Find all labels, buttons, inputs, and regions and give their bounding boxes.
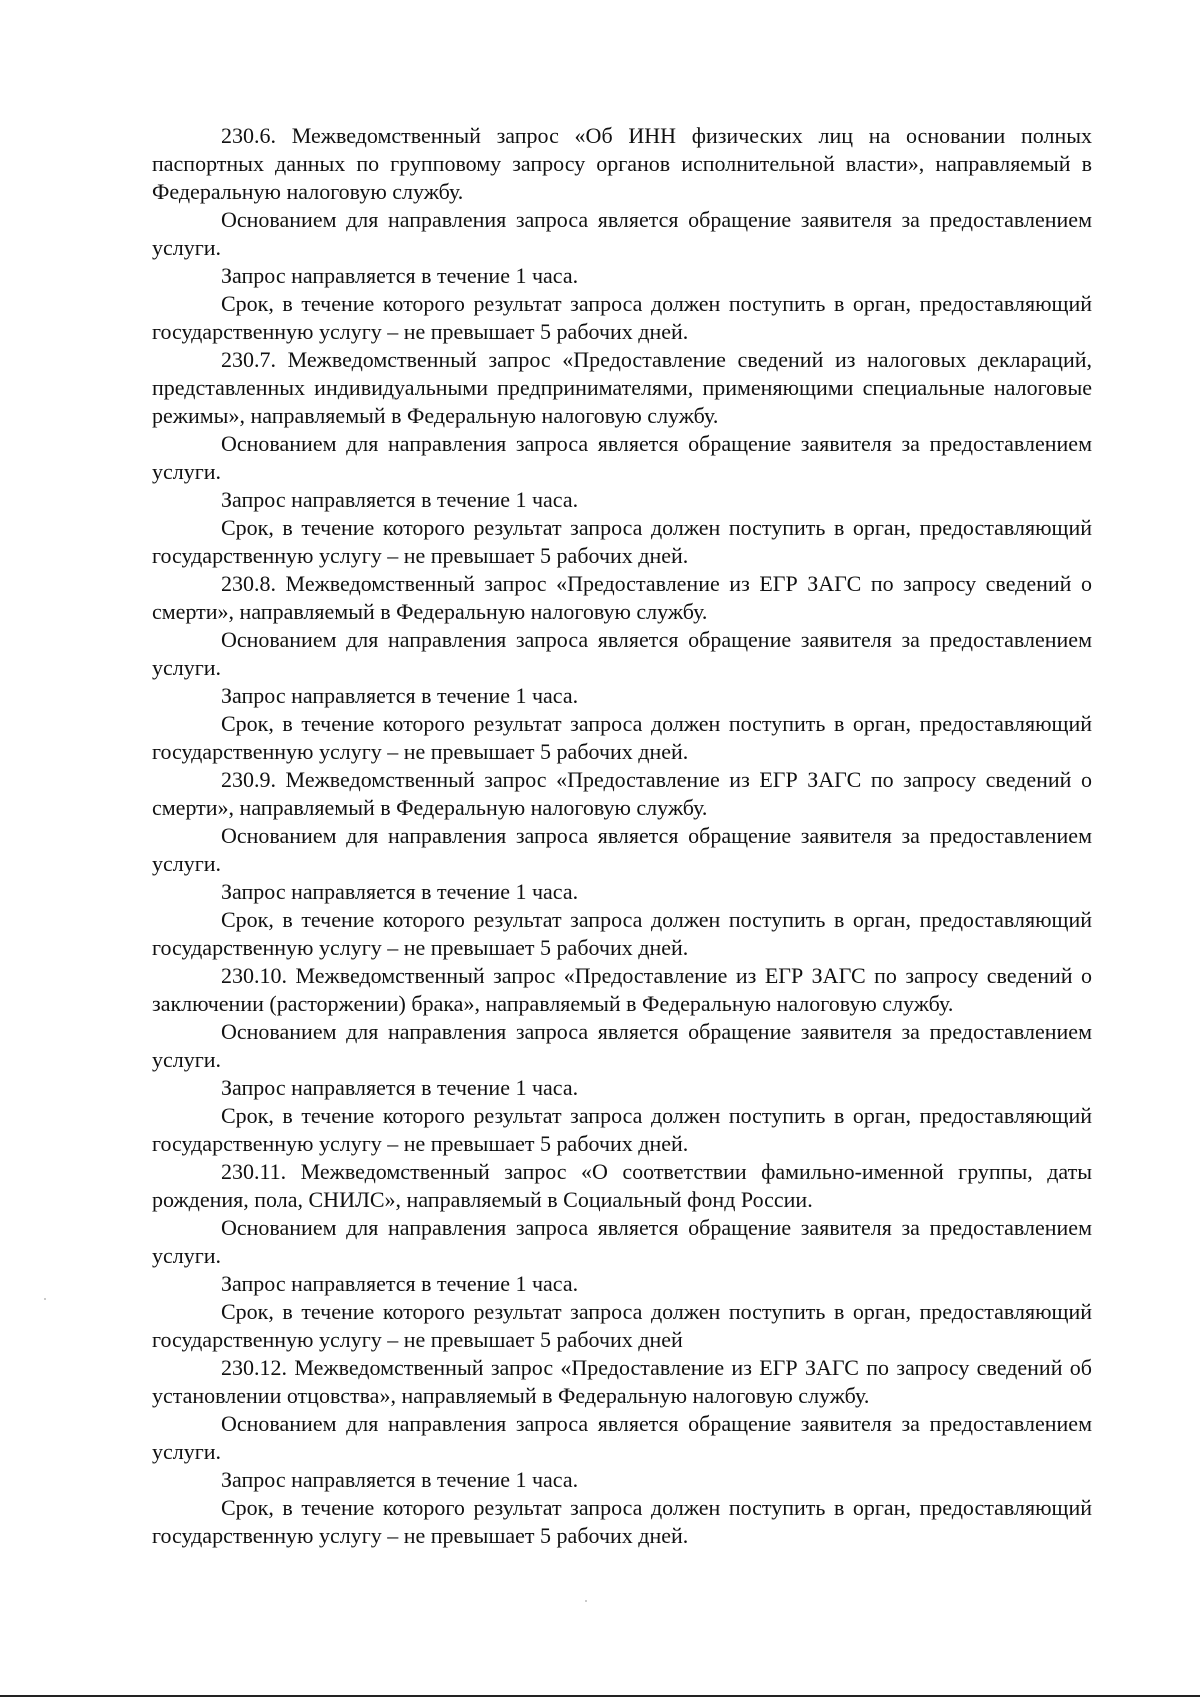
paragraph-basis: Основанием для направления запроса является обращение заявителя за предоставлением услуги.: [152, 1411, 1092, 1464]
scan-speck: [44, 1298, 46, 1300]
paragraph-response-term: Срок, в течение которого результат запроса должен поступить в орган, предоставляющий государственную услугу – не превышает 5 рабочих дней.: [152, 711, 1092, 764]
paragraph-230-9-request: 230.9. Межведомственный запрос «Предоставление из ЕГР ЗАГС по запросу сведений о смерти», направляемый в Федеральную налоговую службу.: [152, 767, 1092, 820]
paragraph-response-term: Срок, в течение которого результат запроса должен поступить в орган, предоставляющий государственную услугу – не превышает 5 рабочих дней.: [152, 1495, 1092, 1548]
paragraph-basis: Основанием для направления запроса является обращение заявителя за предоставлением услуги.: [152, 1215, 1092, 1268]
paragraph-response-term: Срок, в течение которого результат запроса должен поступить в орган, предоставляющий государственную услугу – не превышает 5 рабочих дней.: [152, 515, 1092, 568]
paragraph-230-6-request: 230.6. Межведомственный запрос «Об ИНН физических лиц на основании полных паспортных данных по групповому запросу органов исполнительной власти», направляемый в Федеральную налоговую службу.: [152, 123, 1092, 204]
document-body: [152, 122, 1092, 1550]
paragraph-send-time: Запрос направляется в течение 1 часа.: [221, 1075, 579, 1100]
paragraph-230-12-request: 230.12. Межведомственный запрос «Предоставление из ЕГР ЗАГС по запросу сведений об установлении отцовства», направляемый в Федеральную налоговую службу.: [152, 1355, 1092, 1408]
paragraph-send-time: Запрос направляется в течение 1 часа.: [221, 487, 579, 512]
scan-speck: [585, 1600, 587, 1602]
paragraph-230-8-request: 230.8. Межведомственный запрос «Предоставление из ЕГР ЗАГС по запросу сведений о смерти», направляемый в Федеральную налоговую службу.: [152, 571, 1092, 624]
paragraph-230-10-request: 230.10. Межведомственный запрос «Предоставление из ЕГР ЗАГС по запросу сведений о заключении (расторжении) брака», направляемый в Федеральную налоговую службу.: [152, 963, 1092, 1016]
paragraph-230-7-request: 230.7. Межведомственный запрос «Предоставление сведений из налоговых деклараций, представленных индивидуальными предпринимателями, применяющими специальные налоговые режимы», направляемый в Федеральную налоговую службу.: [152, 347, 1092, 428]
paragraph-response-term: Срок, в течение которого результат запроса должен поступить в орган, предоставляющий государственную услугу – не превышает 5 рабочих дней: [152, 1299, 1092, 1352]
paragraph-response-term: Срок, в течение которого результат запроса должен поступить в орган, предоставляющий государственную услугу – не превышает 5 рабочих дней.: [152, 291, 1092, 344]
paragraph-basis: Основанием для направления запроса является обращение заявителя за предоставлением услуги.: [152, 207, 1092, 260]
paragraph-send-time: Запрос направляется в течение 1 часа.: [221, 879, 579, 904]
paragraph-response-term: Срок, в течение которого результат запроса должен поступить в орган, предоставляющий государственную услугу – не превышает 5 рабочих дней.: [152, 907, 1092, 960]
paragraph-230-11-request: 230.11. Межведомственный запрос «О соответствии фамильно-именной группы, даты рождения, пола, СНИЛС», направляемый в Социальный фонд России.: [152, 1159, 1092, 1212]
paragraph-basis: Основанием для направления запроса является обращение заявителя за предоставлением услуги.: [152, 627, 1092, 680]
paragraph-send-time: Запрос направляется в течение 1 часа.: [221, 683, 579, 708]
paragraph-basis: Основанием для направления запроса является обращение заявителя за предоставлением услуги.: [152, 823, 1092, 876]
paragraph-send-time: Запрос направляется в течение 1 часа.: [221, 1467, 579, 1492]
paragraph-basis: Основанием для направления запроса является обращение заявителя за предоставлением услуги.: [152, 431, 1092, 484]
paragraph-response-term: Срок, в течение которого результат запроса должен поступить в орган, предоставляющий государственную услугу – не превышает 5 рабочих дней.: [152, 1103, 1092, 1156]
paragraph-send-time: Запрос направляется в течение 1 часа.: [221, 1271, 579, 1296]
paragraph-basis: Основанием для направления запроса является обращение заявителя за предоставлением услуги.: [152, 1019, 1092, 1072]
paragraph-send-time: Запрос направляется в течение 1 часа.: [221, 263, 579, 288]
